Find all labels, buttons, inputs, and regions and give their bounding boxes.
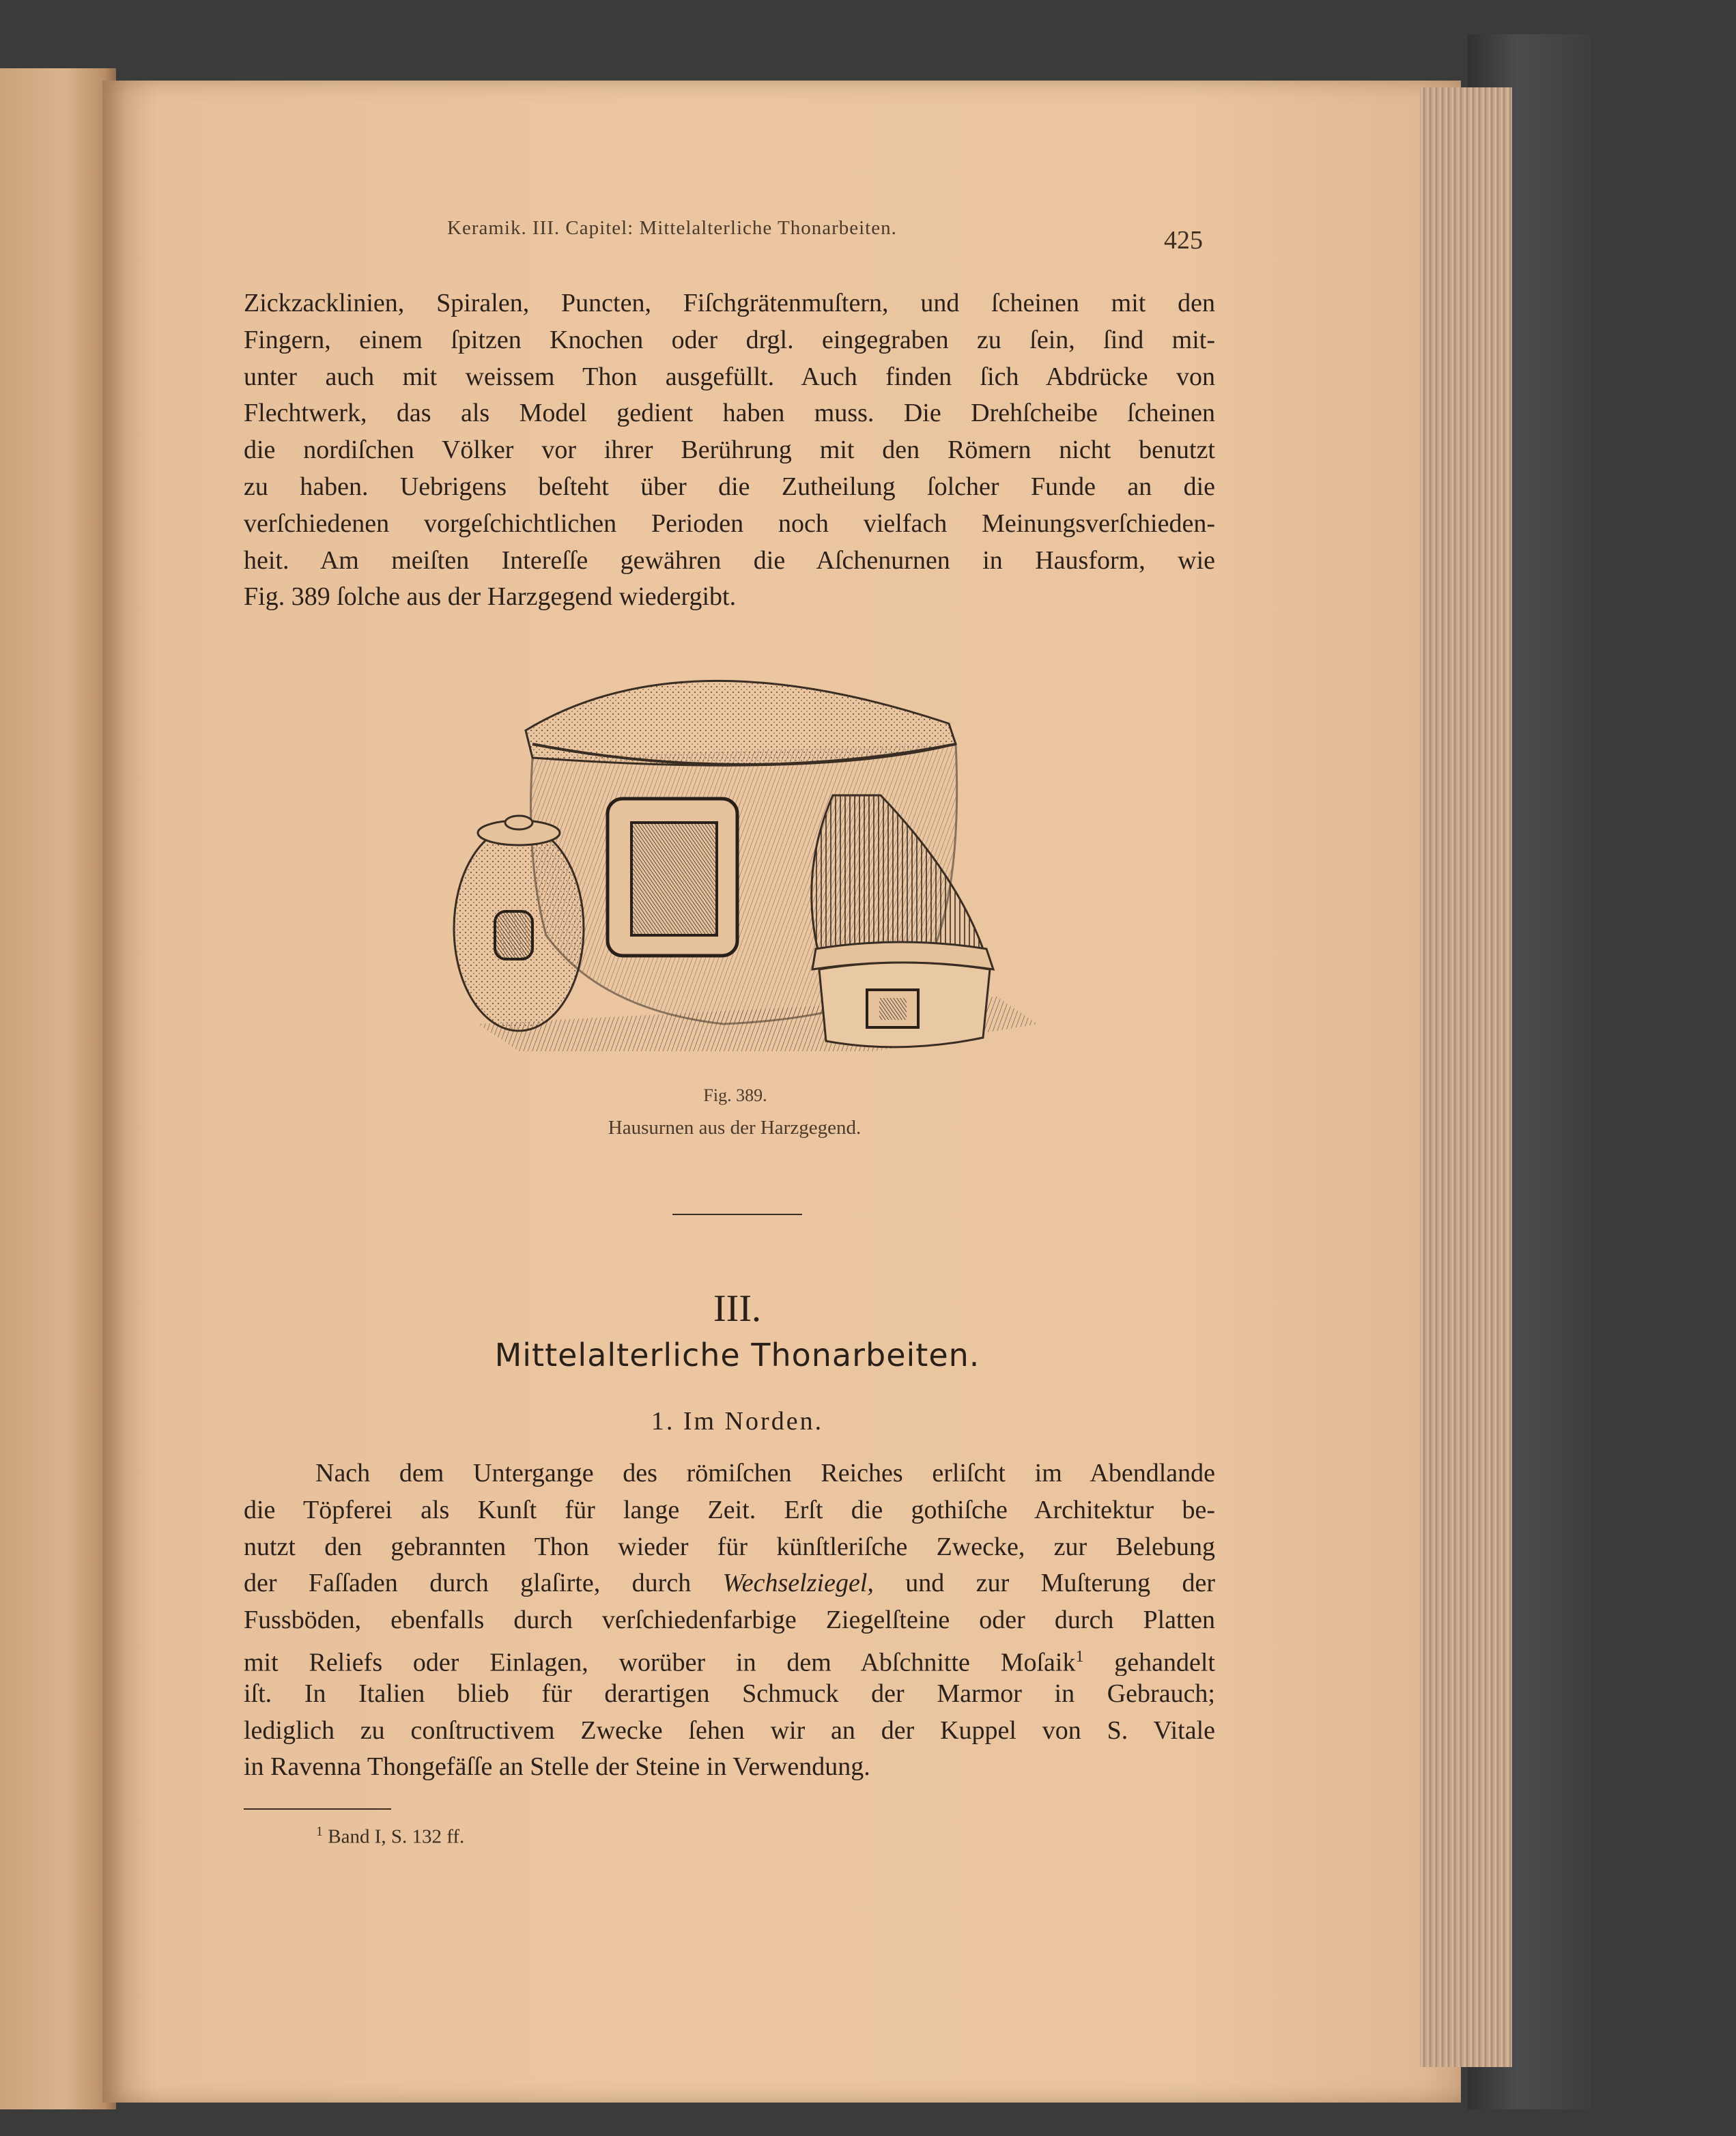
text-line: iſt. In Italien blieb für derartigen Schmuck der Marmor in Gebrauch;: [244, 1679, 1215, 1708]
footnote-rule: [244, 1808, 391, 1810]
section-title: 1. Im Norden.: [651, 1407, 824, 1436]
italic-term: Wechselziegel,: [722, 1569, 874, 1598]
text-line-content: Nach dem Untergange des römiſchen Reiches erliſcht im Abendlande: [315, 1459, 1215, 1487]
text-line: zu haben. Uebrigens beſteht über die Zutheilung ſolcher Funde an die: [244, 472, 1215, 501]
footnote-text: Band I, S. 132 ff.: [328, 1825, 465, 1848]
page-number: 425: [1164, 226, 1203, 255]
text-line: heit. Am meiſten Intereſſe gewähren die Aſchenurnen in Hausform, wie: [244, 545, 1215, 575]
text-line: nutzt den gebrannten Thon wieder für künſtleriſche Zwecke, zur Belebung: [244, 1532, 1215, 1561]
left-page-edge: [0, 68, 116, 2109]
footnote-reference: 1: [1075, 1647, 1084, 1666]
text-line: [244, 1455, 1215, 1492]
body-paragraph: [244, 1455, 1215, 1786]
text-line: die nordiſchen Völker vor ihrer Berührung mit den Römern nicht benutzt: [244, 436, 1215, 465]
chapter-numeral: III.: [713, 1287, 761, 1330]
text-line: [244, 1565, 1215, 1602]
text-run: und zur Muſterung der: [873, 1569, 1215, 1598]
chapter-title: Mittelalterliche Thonarbeiten.: [494, 1337, 980, 1373]
text-line: [244, 1639, 1215, 1676]
text-run: der Faſſaden durch glaſirte, durch: [244, 1569, 723, 1598]
section-divider: [672, 1214, 802, 1215]
running-head: Keramik. III. Capitel: Mittelalterliche Thonarbeiten.: [447, 217, 897, 239]
text-line: Fig. 389 ſolche aus der Harzgegend wiedergibt.: [244, 582, 737, 612]
text-line: Flechtwerk, das als Model gedient haben muss. Die Drehſcheibe ſcheinen: [244, 399, 1215, 428]
text-line: die Töpferei als Kunſt für lange Zeit. Erſt die gothiſche Architektur be-: [244, 1495, 1215, 1524]
text-line: lediglich zu conſtructivem Zwecke ſehen wir an der Kuppel von S. Vitale: [244, 1715, 1215, 1745]
text-line: Fingern, einem ſpitzen Knochen oder drgl. eingegraben zu ſein, ſind mit-: [244, 325, 1215, 354]
figure-caption: Hausurnen aus der Harzgegend.: [608, 1117, 862, 1139]
text-line: in Ravenna Thongefäſſe an Stelle der Steine in Verwendung.: [244, 1752, 870, 1782]
page-stack-edges: [1420, 87, 1512, 2067]
top-paragraph: [244, 285, 1215, 616]
text-line: Zickzacklinien, Spiralen, Puncten, Fiſchgrätenmuſtern, und ſcheinen mit den: [244, 289, 1215, 317]
text-line: Fussböden, ebenfalls durch verſchiedenfarbige Ziegelſteine oder durch Platten: [244, 1606, 1215, 1635]
text-line: verſchiedenen vorgeſchichtlichen Perioden noch vielfach Meinungsverſchieden-: [244, 509, 1215, 538]
text-run: mit Reliefs oder Einlagen, worüber in dem Abſchnitte Moſaik: [244, 1648, 1076, 1676]
house-urns-engraving: [437, 642, 1038, 1051]
footnote: [316, 1824, 464, 1849]
text-line: unter auch mit weissem Thon ausgefüllt. Auch finden ſich Abdrücke von: [244, 362, 1215, 391]
figure-number: Fig. 389.: [703, 1085, 767, 1105]
text-run: gehandelt: [1083, 1648, 1215, 1676]
footnote-marker: 1: [316, 1824, 323, 1839]
